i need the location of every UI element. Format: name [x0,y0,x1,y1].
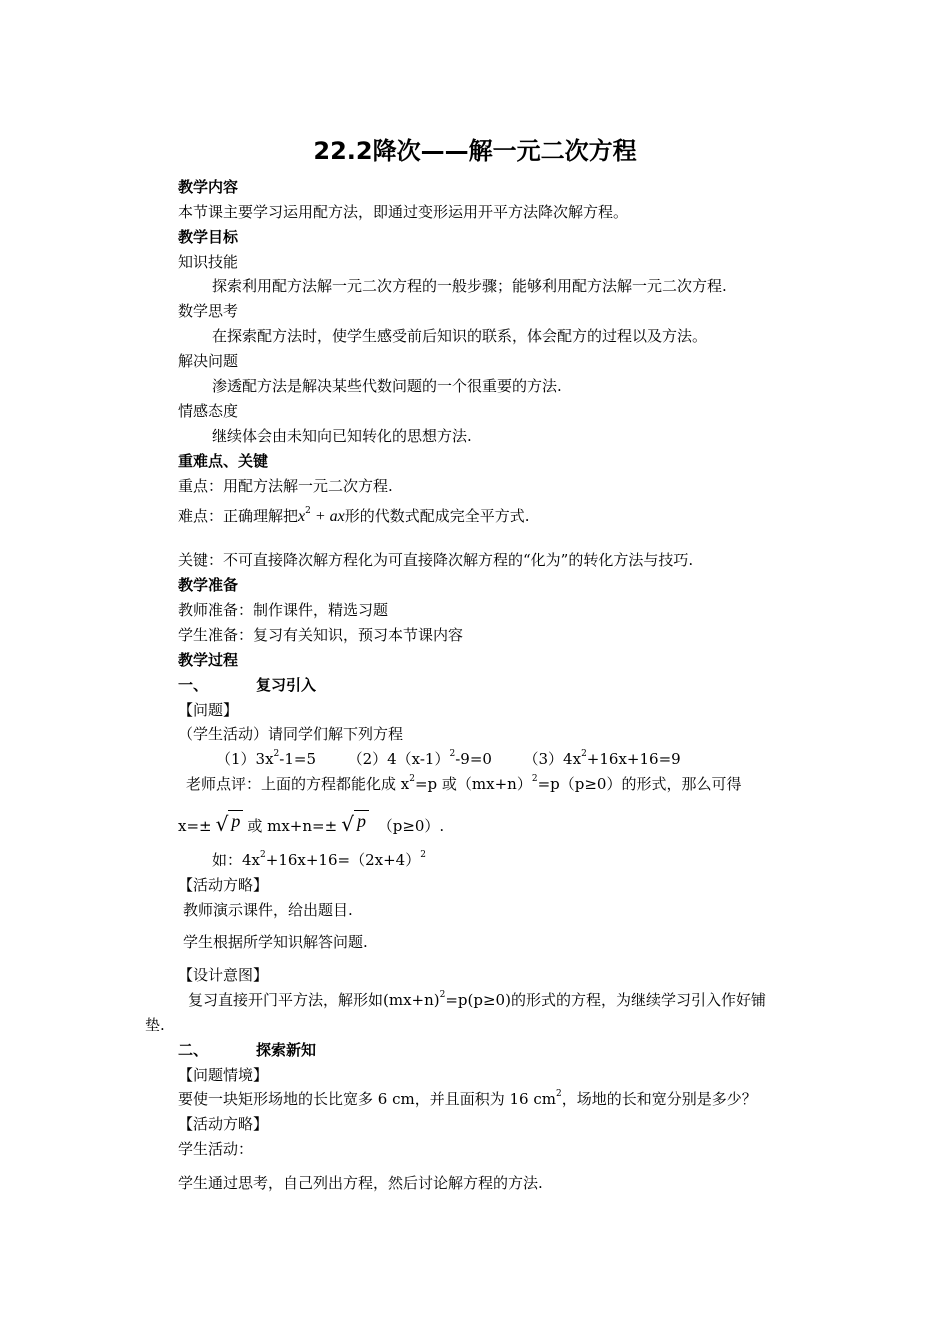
strategy-2: 学生根据所学知识解答问题. [183,933,368,951]
goal-problem-label: 解决问题 [178,352,239,370]
difficult-suffix: 形的代数式配成完全平方式. [344,507,530,525]
prep-student: 学生准备：复习有关知识，预习本节课内容 [178,626,464,644]
math-x: x [298,508,306,525]
equation-3: $(3)4x^2+16x+16=9$ [523,749,681,768]
situation-tag: 【问题情境】 [178,1066,269,1084]
crux-text: 关键：不可直接降次解方程化为可直接降次解方程的“化为”的转化方法与技巧. [178,551,694,569]
strategy-tag: 【活动方略】 [178,876,269,894]
goal-knowledge-text: 探索利用配方法解一元二次方程的一般步骤；能够利用配方法解一元二次方程. [212,277,727,295]
goal-emotion-text: 继续体会由未知向已知转化的思想方法. [212,427,472,445]
heading-process: 教学过程 [178,651,239,669]
sqrt-p-2: √ p [341,810,369,840]
goal-problem-text: 渗透配方法是解决某些代数问题的一个很重要的方法. [212,377,562,395]
section-2-heading [178,1040,316,1060]
math-ax: + ax [310,508,345,525]
difficult-point [178,506,530,529]
example-line: 如：$4x^2+16x+16=(2x+4)^2$ [212,850,426,869]
section-1-heading [178,675,316,695]
equations-row [216,749,681,772]
section-1-title: 复习引入 [256,676,317,694]
strategy2-tag: 【活动方略】 [178,1115,269,1133]
goal-math-text: 在探索配方法时，使学生感受前后知识的联系，体会配方的过程以及方法。 [212,327,708,345]
goal-emotion-label: 情感态度 [178,402,239,420]
solution-line: x=± √ p 或 mx+n=± √ p （p≥0）. [178,810,444,840]
design-text: 复习直接开门平方法，解形如$(mx+n)^2=p(p\ge 0)$的形式的方程，为继续学习引入作好铺 [188,990,766,1009]
math-exponent: 2 [305,506,311,516]
heading-goals: 教学目标 [178,228,239,246]
section-2-title: 探索新知 [256,1041,317,1059]
heading-content: 教学内容 [178,178,239,196]
student-activity-text: 学生通过思考，自己列出方程，然后讨论解方程的方法. [178,1174,543,1192]
strategy-1: 教师演示课件，给出题目. [183,901,353,919]
teacher-comment: 老师点评：上面的方程都能化成 $x^2=p$ 或$(mx+n)^2=p(p\ge 0)$的形式，那么可得 [186,774,742,793]
design-tag: 【设计意图】 [178,966,269,984]
student-activity: （学生活动）请同学们解下列方程 [178,725,404,743]
key-point: 重点：用配方法解一元二次方程. [178,477,393,495]
heading-key: 重难点、关键 [178,452,269,470]
goal-math-label: 数学思考 [178,302,239,320]
problem-tag: 【问题】 [178,701,239,719]
prep-teacher: 教师准备：制作课件，精选习题 [178,601,389,619]
sqrt-p-1: √ p [216,810,244,840]
design-text-cont: 垫. [145,1016,165,1034]
heading-prep: 教学准备 [178,576,239,594]
section-1-number: 一、 [178,676,209,694]
section-2-number: 二、 [178,1041,209,1059]
goal-knowledge-label: 知识技能 [178,253,239,271]
equation-2: $(2)4(x-1)^2-9=0$ [347,749,492,768]
difficult-prefix: 难点：正确理解把 [178,507,299,525]
page-title: 22.2降次——解一元二次方程 [313,137,637,165]
student-activity-label: 学生活动： [178,1140,254,1158]
equation-1: $(1)3x^2-1=5$ [216,749,317,768]
situation-text: 要使一块矩形场地的长比宽多 6 cm，并且面积为 16 $cm^2$，场地的长和宽分别是多少？ [178,1089,757,1108]
content-text: 本节课主要学习运用配方法，即通过变形运用开平方法降次解方程。 [178,203,629,221]
